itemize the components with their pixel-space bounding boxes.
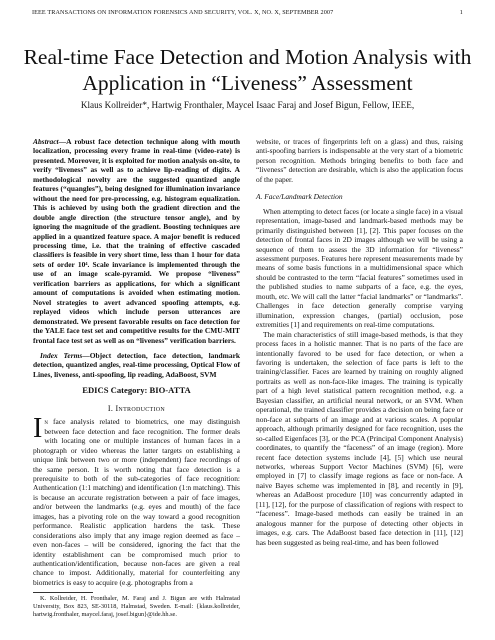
intro-text: face analysis related to biometrics, one may distinguish between face detection and face recognition. The former deals with locating one or multiple instances of human faces in a photograph or video whereas the latter targets on establishing a unique link between two or more (independent) face recordings of the same person. It is worth noting that face detection is a prerequisite to both of the sub-categories of face recognition: Authentication (1:1 matching) and identification (1:n matching). This is because an accurate registration between a pair of face images, and/or between the landmarks (e.g. eyes and mouth) of the face images, has a pivoting role on the way toward a good recognition performance. Realistic application hardens the task. These considerations also imply that any image region deemed as face – even non-faces – will be considered, ignoring the fact that the identity establishment can be compromised much prior to authentication/identification, because non-faces are given a real chance to impost. Additionally, material for counterfeiting any biometrics is easy to acquire (e.g. photographs from a: [33, 417, 240, 587]
page-number: 1: [459, 9, 463, 16]
subsection-paragraph-2: The main characteristics of still image-based methods, is that they process faces in a holistic manner. That is no parts of the face are intentionally favored to be used for face detection, or when a favoring is undertaken, the selection of face parts is left to the training/classifier. Faces are learned by training on roughly aligned portraits as well as non-face-like images. The training is typically part of a high level statistical pattern recognition method, e.g. a Bayesian classifier, an artificial neural network, or an SVM. When operational, the trained classifier provides a decision on being face or non-face at subparts of an image and at various scales. A popular approach, although primarily designed for face recognition, uses the so-called Eigenfaces [3], or the PCA (Principal Component Analysis) coordinates, to quantify the “faceness” of an image (region). More recent face detection systems include [4], [5] which use neural networks, whereas Support Vector Machines (SVM) [6], were employed in [7] to classify image regions as face or non-face. A naive Bayes scheme was implemented in [8], and recently in [9], whereas an AdaBoost procedure [10] was concurrently adapted in [11], [12], for the purpose of classification of regions with respect to “faceness”. Image-based methods can easily be trained in an analogous manner for the purpose of detecting other objects in images, e.g. cars. The AdaBoost based face detection in [11], [12] has been suggested as being real-time, and has been followed: [256, 329, 463, 547]
index-terms-lead: Index Terms: [40, 350, 83, 360]
abstract-lead: Abstract: [33, 137, 59, 146]
journal-header: IEEE TRANSACTIONS ON INFORMATION FORENSICS AND SECURITY, VOL. X, NO. X, SEPTEMBER 2007: [32, 9, 334, 16]
footnote-rule: [33, 592, 93, 593]
drop-cap: I: [33, 413, 43, 445]
paper-title: Real-time Face Detection and Motion Analysis with Application in “Liveness” Assessment: [23, 45, 472, 95]
abstract-text: —A robust face detection technique along with mouth localization, processing every frame in real-time (video-rate) is presented. Moreover, it is exploited for motion analysis on-site, to verify “liveness” as well as to achieve lip-reading of digits. A methodological novelty are the suggested quantized angle features (“quangles”), being designed for illumination invariance without the need for pre-processing, e.g. histogram equalization. This is achieved by using both the gradient direction and the double angle direction (the structure tensor angle), and by ignoring the magnitude of the gradient. Boosting techniques are applied in a quantized feature space. A major benefit is reduced processing time, i.e. that the training of effective cascaded classifiers is feasible in very short time, less than 1 hour for data sets of order 10⁴. Scale invariance is implemented through the use of an image scale-pyramid. We propose “liveness” verification barriers as applications, for which a significant amount of computations is avoided when estimating motion. Novel strategies to avert advanced spoofing attempts, e.g. replayed videos which include person utterances are demonstrated. We present favorable results on face detection for the YALE face test set and competitive results for the CMU-MIT frontal face test set as well as on “liveness” verification barriers.: [33, 137, 240, 345]
subsection-paragraph-1: When attempting to detect faces (or locate a single face) in a visual representation, image-based and landmark-based methods may be primarily distinguished between [1], [2]. This paper focuses on the detection of frontal faces in 2D images although we will be using a sequence of them to assess the 3D information for “liveness” assessment purposes. Features here represent measurements made by means of some basis functions in a multidimensional space which should be contrasted to the term “facial features” sometimes used in the published studies to name subparts of a face, e.g. the eyes, mouth, etc. We will call the latter “facial landmarks” or “landmarks”. Challenges in face detection generally comprise varying illumination, expression changes, (partial) occlusion, pose extremities [1] and requirements on real-time computations.: [256, 206, 463, 330]
intro-first-letters: n: [44, 417, 48, 427]
author-affiliation-footnote: K. Kollreider, H. Fronthaler, M. Faraj and J. Bigun are with Halmstad University, Box 823, SE-30118, Halmstad, Sweden. E-mail: {klaus.kollreider, hartwig.fronthaler, maycel.faraj, josef.bigun}@ide.hh.se.: [33, 595, 240, 618]
subsection-heading: A. Face/Landmark Detection: [256, 192, 343, 202]
running-header: [32, 9, 463, 19]
left-column: [33, 137, 240, 619]
abstract: [33, 137, 240, 345]
right-column: [256, 137, 463, 547]
author-list: Klaus Kollreider*, Hartwig Fronthaler, Maycel Isaac Faraj and Josef Bigun, Fellow, IEEE,: [80, 100, 415, 110]
section-heading-introduction: I. Introduction: [107, 403, 166, 413]
intro-paragraph: [33, 413, 240, 587]
index-terms-text: —Object detection, face detection, landmark detection, quantized angles, real-time processing, Optical Flow of Lines, liveness, anti-spoofing, lip reading, AdaBoost, SVM: [33, 350, 241, 379]
edics-category: EDICS Category: BIO-ATTA: [82, 385, 191, 396]
intro-continuation: website, or traces of fingerprints left on a glass) and thus, raising anti-spoofing barriers is indispensable at the very start of a biometric person recognition. Methods bringing benefits to both face and “liveness” detection are desirable, which is also the application focus of the paper.: [256, 137, 463, 184]
index-terms: [33, 351, 240, 379]
